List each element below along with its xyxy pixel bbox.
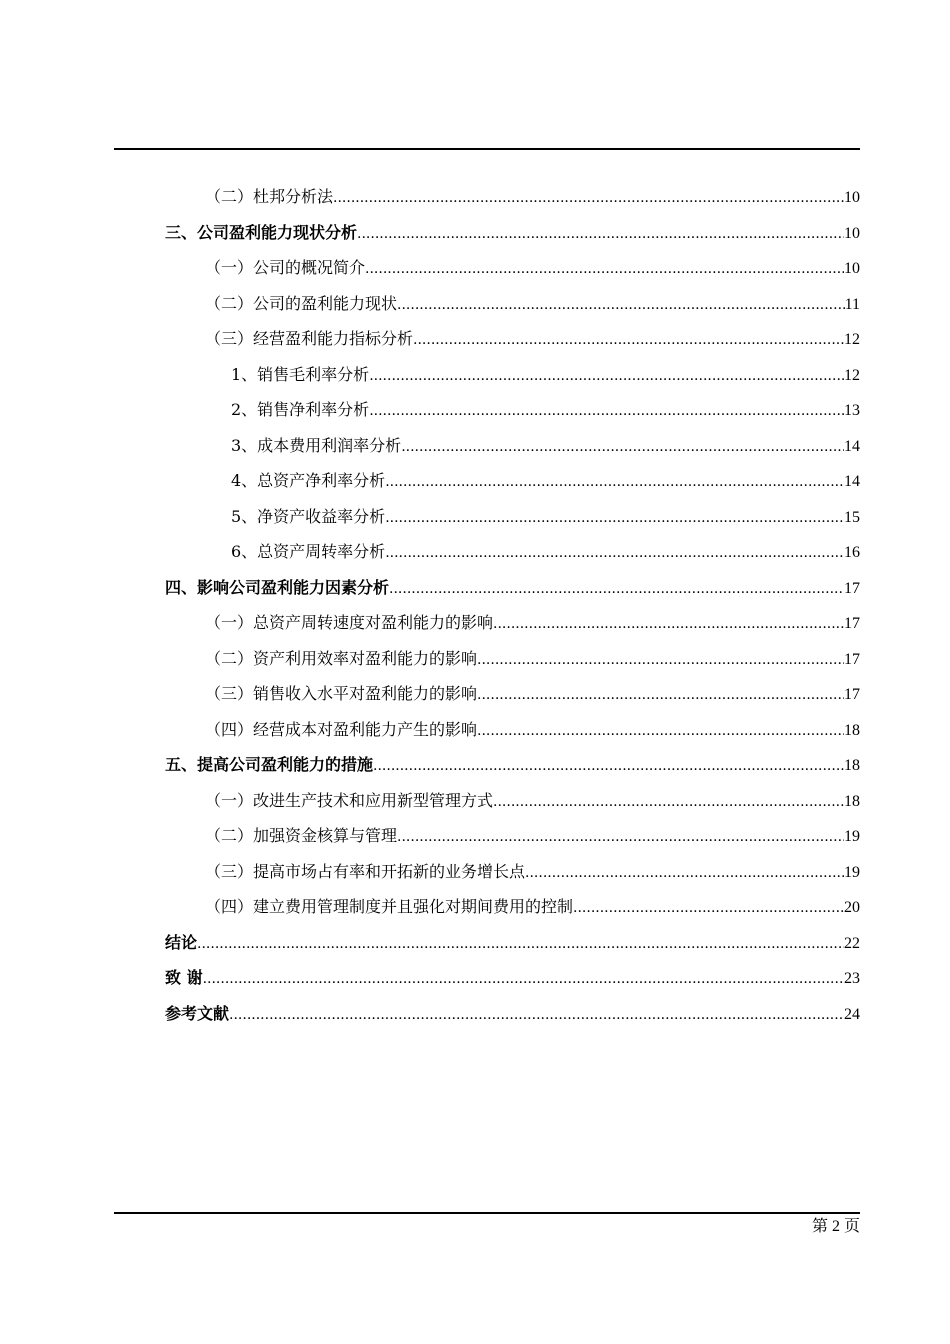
toc-leader-dots — [477, 714, 844, 750]
toc-entry[interactable] — [165, 215, 860, 251]
toc-entry-label: （一）改进生产技术和应用新型管理方式 — [205, 790, 494, 810]
page-number-footer: 第 2 页 — [811, 1218, 860, 1235]
toc-entry-page-number: 10 — [844, 224, 860, 242]
toc-entry-label: （二）杜邦分析法 — [205, 187, 334, 206]
toc-entry[interactable] — [165, 570, 860, 606]
toc-leader-dots — [197, 927, 844, 963]
toc-entry-label: （三）经营盈利能力指标分析 — [205, 329, 414, 348]
toc-entry-label: （四）经营成本对盈利能力产生的影响 — [205, 719, 478, 739]
toc-entry[interactable] — [165, 463, 860, 499]
toc-entry-page-number: 12 — [844, 331, 860, 348]
toc-entry[interactable] — [165, 783, 860, 819]
toc-entry-label: 参考文献 — [165, 1003, 230, 1023]
toc-entry-page-number: 20 — [844, 899, 860, 916]
toc-entry-label: 6、总资产周转率分析 — [231, 542, 386, 561]
toc-entry-label: （二）加强资金核算与管理 — [205, 826, 398, 845]
toc-entry[interactable] — [165, 641, 860, 677]
toc-entry[interactable] — [165, 605, 860, 641]
toc-entry-page-number: 18 — [844, 757, 860, 774]
toc-leader-dots — [397, 820, 844, 856]
toc-entry[interactable] — [165, 712, 860, 748]
toc-leader-dots — [397, 288, 845, 324]
toc-entry[interactable] — [165, 534, 860, 570]
toc-entry[interactable] — [165, 499, 860, 535]
toc-entry-label: 4、总资产净利率分析 — [231, 471, 386, 490]
toc-entry-page-number: 10 — [844, 189, 860, 206]
toc-entry-page-number: 17 — [844, 579, 860, 597]
toc-entry-label: 2、销售净利率分析 — [231, 400, 370, 419]
toc-entry-page-number: 10 — [844, 260, 860, 277]
toc-entry-page-number: 24 — [844, 1005, 860, 1023]
toc-entry-label: （三）销售收入水平对盈利能力的影响 — [205, 684, 478, 703]
toc-leader-dots — [369, 359, 844, 395]
toc-entry-label: 三、公司盈利能力现状分析 — [165, 222, 358, 242]
toc-entry[interactable] — [165, 747, 860, 783]
toc-entry-label: （四）建立费用管理制度并且强化对期间费用的控制 — [205, 897, 574, 916]
toc-entry[interactable] — [165, 179, 860, 215]
toc-leader-dots — [477, 643, 844, 679]
toc-entry-page-number: 15 — [844, 508, 860, 526]
toc-entry-label: （二）公司的盈利能力现状 — [205, 293, 398, 313]
table-of-contents — [165, 179, 860, 1031]
toc-leader-dots — [365, 252, 844, 288]
footer-rule — [114, 1212, 860, 1214]
toc-leader-dots — [385, 465, 844, 501]
toc-entry-page-number: 18 — [844, 792, 860, 810]
toc-entry-page-number: 16 — [844, 544, 860, 561]
toc-entry-page-number: 19 — [844, 863, 860, 881]
toc-leader-dots — [203, 962, 844, 998]
toc-entry[interactable] — [165, 996, 860, 1032]
toc-leader-dots — [493, 607, 844, 643]
toc-entry[interactable] — [165, 286, 860, 322]
toc-entry[interactable] — [165, 854, 860, 890]
toc-leader-dots — [493, 785, 844, 821]
toc-leader-dots — [389, 572, 844, 608]
toc-entry-label: （一）总资产周转速度对盈利能力的影响 — [205, 613, 494, 632]
toc-entry-page-number: 23 — [844, 970, 860, 987]
toc-entry-page-number: 22 — [844, 934, 860, 952]
toc-entry[interactable] — [165, 960, 860, 996]
toc-entry[interactable] — [165, 250, 860, 286]
toc-leader-dots — [385, 536, 844, 572]
toc-entry[interactable] — [165, 321, 860, 357]
toc-entry-label: 5、净资产收益率分析 — [231, 506, 386, 526]
toc-entry[interactable] — [165, 428, 860, 464]
toc-entry-label: （三）提高市场占有率和开拓新的业务增长点 — [205, 861, 526, 881]
toc-entry[interactable] — [165, 676, 860, 712]
toc-entry-page-number: 13 — [844, 402, 860, 419]
toc-entry[interactable] — [165, 925, 860, 961]
toc-entry-label: （二）资产利用效率对盈利能力的影响 — [205, 648, 478, 668]
toc-entry-page-number: 12 — [844, 366, 860, 384]
toc-entry[interactable] — [165, 357, 860, 393]
toc-leader-dots — [573, 891, 844, 927]
toc-entry-label: 致 谢 — [165, 968, 203, 987]
toc-leader-dots — [385, 501, 844, 537]
toc-entry-label: 1、销售毛利率分析 — [231, 364, 370, 384]
toc-entry-page-number: 17 — [844, 650, 860, 668]
toc-entry-page-number: 14 — [844, 473, 860, 490]
toc-leader-dots — [477, 678, 844, 714]
toc-leader-dots — [373, 749, 844, 785]
toc-entry[interactable] — [165, 818, 860, 854]
header-rule — [114, 148, 860, 150]
toc-entry-label: 五、提高公司盈利能力的措施 — [165, 755, 374, 774]
toc-entry-label: 四、影响公司盈利能力因素分析 — [165, 577, 390, 597]
toc-entry-page-number: 19 — [844, 828, 860, 845]
toc-entry[interactable] — [165, 889, 860, 925]
toc-leader-dots — [401, 430, 844, 466]
toc-entry[interactable] — [165, 392, 860, 428]
toc-leader-dots — [369, 394, 844, 430]
toc-leader-dots — [525, 856, 844, 892]
toc-entry-label: 3、成本费用利润率分析 — [231, 435, 402, 455]
toc-entry-page-number: 17 — [844, 686, 860, 703]
toc-entry-page-number: 18 — [844, 721, 860, 739]
toc-leader-dots — [229, 998, 844, 1034]
toc-leader-dots — [413, 323, 844, 359]
toc-leader-dots — [357, 217, 844, 253]
toc-entry-page-number: 17 — [844, 615, 860, 632]
toc-entry-label: 结论 — [165, 932, 198, 952]
toc-entry-page-number: 11 — [844, 295, 860, 313]
toc-entry-label: （一）公司的概况简介 — [205, 258, 366, 277]
toc-leader-dots — [333, 181, 844, 217]
toc-entry-page-number: 14 — [844, 437, 860, 455]
